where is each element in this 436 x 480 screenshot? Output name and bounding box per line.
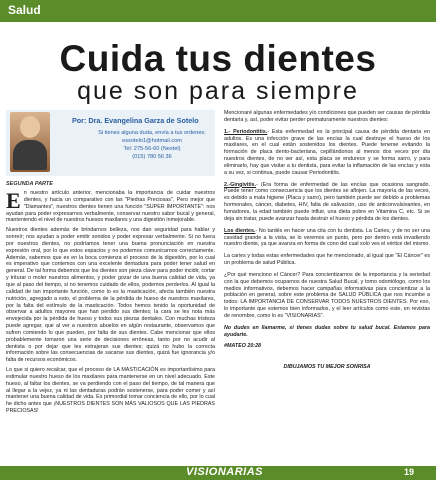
item-gingivitis-text: - (Era forma de enfermedad de las encías que ocasiona sangrado. Puede tener como consecuencia que los dientes se aflojen. La mayoría de las veces, es debido a mala higiene (Placa y sarro), pero también puede ser debido a problemas hormonales, cáncer, diabetes, HIV, falta de salivación, uso de anticonvulsivantes, en fumadores, la edad también puede influir, una dieta pobre en Vitamina C, etc. Si se deja sin tratar, puede avanzar hasta destruir el hueso y pérdida de los dientes. [224,181,430,222]
section-header-bar [0,0,436,22]
paragraph-cancer: ¿Por qué menciono el Cáncer? Para concientizarnos de la importancia y la seriedad con la que debemos ocuparnos de nuestra Salud Bucal, y tomo odontólogo, como los medios informativos, debemos hacer campañas informativas para concientizar a la población en general, sobre este problema de SALUD PÚBLICA que nos incumbe a todos: LA IMPORTANCIA DE CONSERVAR TODOS NUESTROS DIENTES. Por eso, lo importante que estemos bien informados, y el leer artículos como este, en revistas de renombre, como lo es "VISIONARIAS". [224,271,430,319]
segunda-parte-label: SEGUNDA PARTE [6,181,53,187]
left-paragraph-3: Lo que si quiero recalcar, que el proceso de LA MASTICACIÓN es importantísimo para estimular nuestro hueso de los maxilares para mantenerse en un nivel adecuado. Este hueso, al faltar los dientes, se va perdiendo con el paso del tiempo, de tal manera que al llegar a la vejez, ya ni las dentaduras podrán sostenerse, para poder comer y así mantener una buena calidad de vida. Es primordial tomar conciencia de ello, por lo cual he dicho antes que ¡NUESTROS DIENTES SON MÁS VALIOSOS QUE LAS PIEDRAS PRECIOSAS! [6,367,215,415]
author-photo-head [20,116,40,138]
author-email[interactable]: essotelo1@hotmail.com [122,138,182,144]
left-column [6,190,215,415]
author-name: Por: Dra. Evangelina Garza de Sotelo [72,116,199,125]
left-paragraph-1-text: n nuestro artículo anterior, mencionaba la importancia de cuidar nuestros dientes, y hacia un comparativo con las "Piedras Preciosas". Pero mejor que "Diamantes", nuestros dientes tienen una función "SUPER IMPORTANTE": nos ayudan para poder expresarnos verbalmente, conservar nuestro sabor bucal y general, manteniendo el nivel de nuestros huesos maxilares y una digestión inmejorable. [6,190,215,224]
author-phone: Tel: 275-56-60 (Nextel) [123,146,181,152]
item-periodontitis [224,129,430,177]
author-photo-body [13,140,47,170]
hashtag: #MATEO 20:28 [224,343,262,350]
section-label: Salud [8,3,41,17]
visionarias-logo: VISIONARIAS [186,466,264,478]
author-phone-2: (015) 780 56 36 [132,154,172,160]
paragraph-caries: La caries y todas estas enfermedades que he mencionado, al igual que "El Cáncer" es un problema de salud Pública. [224,253,430,267]
page-number: 19 [404,467,415,477]
drop-cap: E [6,188,21,213]
article-title: Cuida tus dientes [59,38,377,79]
slogan: DIBUJAMOS TU MEJOR SONRISA [283,364,371,371]
author-contact-intro: Si tienes alguna duda, envía a tus ordenes: [98,130,206,136]
paragraph-dientes-label: Los dientes. [224,227,256,234]
paragraph-dientes [224,228,430,249]
item-gingivitis-label: 2.-Gingivitis. [224,181,257,188]
left-paragraph-1 [6,190,215,224]
item-periodontitis-text: - Esta enfermedad es la principal causa de pérdida dentaria en adultos. Es una infección grave de las encías la cual destruye el hueso de los maxilares, en el cual están sostenidos los dientes. Puede tenerse evitando la formación de placa dento-bacteriana, cepillándonos al menos dos veces por día nuestros dientes, de no ser así, esta placa se endurece y se forma sarro, y para eliminarlo, hay que visitar a tu dentista, para evitar la inflamación de las encías y esta a su vez, si continua, puede causar Periodontitis. [224,128,430,176]
item-gingivitis [224,182,430,223]
paragraph-dientes-text: - No tardés en hacer una cita con tu dentista. La Caries, y de no ser una cavidad grande a la vista, se lo veremos un punto, pero por dentro está invadiendo nuestro diente, ya que avanza en forma de cono del cual solo ves el vértice del mismo. [224,227,430,248]
right-column [224,110,430,371]
left-paragraph-2: Nuestros dientes además de brindarnos belleza, nos dan seguridad para hablar y sonreír; nos ayudan a poder emitir sonidos y poder expresar verbalmente. Si no fuera por nuestros dientes, no podríamos tener una buena pronunciación en nuestra expresión oral, por lo que estos espacios y no podemos comunicarnos correctamente. Además, sabemos que es en la boca comienza el proceso de la digestión, por lo cual es imperativo que contemos con una excelente dentadura para poder tener salud en general. De tal forma debemos que los dientes son pieza clave para poder incidir, cortar y triturar o moler nuestros alimentos, y poder gozar de una buena calidad de vida, ya que al paso del tiempo, si no tenemos cuidado de ellos, podemos perderlos. Al igual la calidad de tan importante función, como lo es la masticación, afecta también nuestra nutrición, agregado a esto, el problema de la pérdida de hueso de nuestros maxilares, por la falta del estímulo de la masticación. Todos hemos tenido la oportunidad de observar a adultos mayores que han perdido sus dientes; la cara se les nota más envejecida por la pérdida de hueso y todos sus piezas dentales. Con muchas tristeza puede agregar, que al ver a nuestros abuelos en algún restaurante, observamos que sufren comiendo lo que pueden, por falta de sus dientes. Cabe mencionar que ellos probablemente tomaron una serie de decisiones erróneas, tanto por no acudir al dentista o por dejar que les extrajeran sus dientes; quizá no hubo la correcta información sobre las consecuencias de sacarse sus dientes, quizá fue ignorancia y/o falta de recursos económicos. [6,227,215,364]
item-periodontitis-label: 1.- Periodontitis. [224,128,268,135]
right-intro: Mencionaré algunas enfermedades y/o condiciones que pueden ser causas de pérdida dentaria y, así, poder evitar perder prematuramente nuestros dientes: [224,110,430,123]
article-subtitle: que son para siempre [77,77,359,105]
paragraph-dudas: No dudes en llamarme, si tienes dudas sobre tu salud bucal. Estamos para ayudarte. [224,324,430,338]
column-divider [219,110,220,460]
